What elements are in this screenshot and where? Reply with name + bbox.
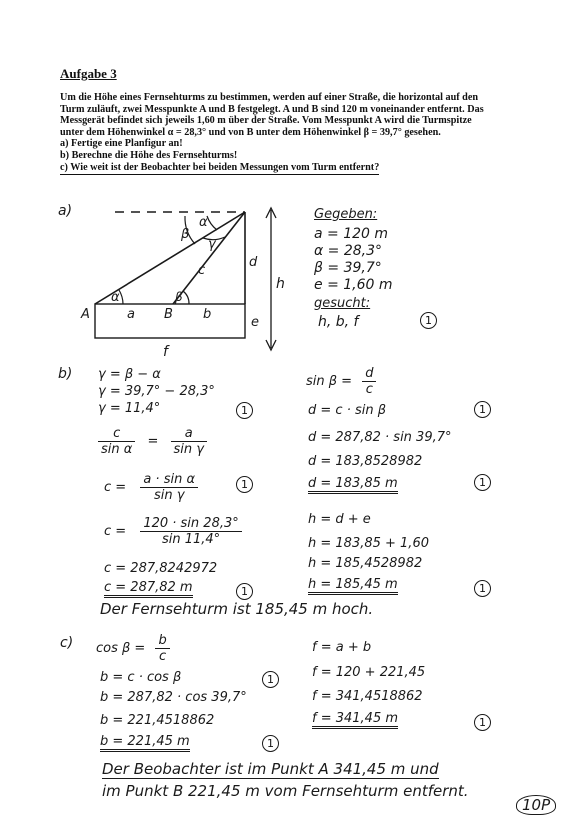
fraction-numerator: 120 · sin 28,3° [140, 516, 241, 532]
point-circle: 1 [262, 671, 279, 688]
h-substitution: h = 183,85 + 1,60 [308, 536, 429, 551]
cosine-beta: cos β = $\frac{b}{c}$ [96, 633, 170, 664]
side-d-label: d [249, 255, 258, 270]
alpha-top-label: α [199, 215, 208, 230]
point-circle: 1 [236, 402, 253, 419]
alpha-top-arc [207, 216, 217, 230]
task-line: c) Wie weit ist der Beobachter bei beiden Messungen vom Turm entfernt? [60, 162, 379, 176]
point-circle: 1 [474, 474, 491, 491]
c-rounded: c = 287,82 m [104, 580, 193, 598]
f-substitution: f = 120 + 221,45 [312, 665, 426, 680]
b-formula: b = c · cos β [100, 670, 182, 685]
given-title: Gegeben: [314, 207, 378, 222]
fraction-denominator: sin γ [173, 442, 204, 457]
task-line: a) Fertige eine Planfigur an! [60, 138, 183, 150]
h-formula: h = d + e [308, 512, 371, 527]
c-substitution: c = $\frac{120 \cdot \sin 28,3^\circ}{\sin 11,4^\circ}$ [104, 516, 242, 547]
plan-figure [75, 198, 290, 368]
fraction-denominator: sin α [101, 442, 133, 457]
c-formula: c = $\frac{\text{a · sin α}}{\text{sin γ}}$ [104, 472, 198, 503]
fraction-numerator: a · sin α [140, 472, 198, 488]
point-circle: 1 [474, 580, 491, 597]
equals-sign: = [147, 434, 159, 449]
gamma-substitution: γ = 39,7° − 28,3° [98, 384, 215, 399]
point-circle: 1 [420, 312, 437, 329]
height-h-label: h [276, 276, 285, 292]
b-rounded: b = 221,45 m [100, 734, 190, 752]
fraction-denominator: sin 11,4° [161, 532, 221, 547]
point-circle: 1 [262, 735, 279, 752]
beta-label: β [175, 290, 183, 304]
gamma-result: γ = 11,4° [98, 401, 161, 416]
given-item: α = 28,3° [314, 243, 383, 259]
alpha-label: α [111, 290, 120, 305]
beta-arc [183, 291, 189, 304]
given-item: a = 120 m [314, 226, 389, 242]
part-b-answer: Der Fernsehturm ist 185,45 m hoch. [100, 600, 374, 618]
h-result: h = 185,4528982 [308, 556, 423, 571]
law-of-sines [98, 426, 207, 457]
part-c-answer-line-2: im Punkt B 221,45 m vom Fernsehturm entfernt. [102, 782, 469, 800]
side-b-label: b [203, 307, 212, 322]
gamma-definition: γ = β − α [98, 367, 161, 382]
fraction-numerator: d [362, 366, 376, 382]
task-line: b) Berechne die Höhe des Fernsehturms! [60, 149, 238, 161]
c-result: c = 287,8242972 [104, 561, 218, 576]
fraction-numerator: c [98, 426, 135, 442]
task-line: unter dem Höhenwinkel α = 28,3° und von B unter dem Höhenwinkel β = 39,7° gesehen. [60, 126, 441, 138]
sine-beta: sin β = $\frac{d}{c}$ [306, 366, 376, 397]
sought-title: gesucht: [314, 296, 371, 311]
task-line: Messgerät befindet sich jeweils 1,60 m über der Straße. Vom Messpunkt A wird die Turmspitze [60, 115, 472, 127]
fraction-denominator: c [159, 649, 167, 664]
f-formula: f = a + b [312, 640, 372, 655]
point-a-label: A [81, 307, 90, 322]
point-circle: 1 [236, 583, 253, 600]
b-substitution: b = 287,82 · cos 39,7° [100, 690, 247, 705]
task-description [60, 92, 550, 175]
gamma-label: γ [208, 237, 216, 252]
distance-f-label: f [163, 344, 168, 360]
fraction-numerator: a [171, 426, 207, 442]
part-c-label: c) [60, 635, 74, 651]
part-a-label: a) [58, 203, 73, 219]
fraction-denominator: sin γ [153, 488, 185, 503]
point-b-label: B [164, 307, 173, 322]
point-circle: 1 [236, 476, 253, 493]
point-circle: 1 [474, 401, 491, 418]
sought-values: h, b, f [318, 314, 359, 330]
part-b-label: b) [58, 366, 73, 382]
h-rounded: h = 185,45 m [308, 577, 398, 595]
alpha-arc [119, 290, 123, 304]
d-substitution: d = 287,82 · sin 39,7° [308, 430, 452, 445]
given-item: β = 39,7° [314, 260, 382, 276]
f-result: f = 341,4518862 [312, 689, 423, 704]
f-rounded: f = 341,45 m [312, 711, 398, 729]
given-item: e = 1,60 m [314, 277, 393, 293]
part-c-answer-line-1: Der Beobachter ist im Punkt A 341,45 m und [102, 760, 439, 778]
exercise-title: Aufgabe 3 [60, 66, 117, 81]
fraction-numerator: b [155, 633, 169, 649]
side-c-label: c [198, 263, 206, 278]
b-result: b = 221,4518862 [100, 713, 215, 728]
beta-top-label: β [181, 227, 190, 242]
d-rounded: d = 183,85 m [308, 476, 398, 494]
total-points: 10P [516, 795, 556, 815]
side-a-label: a [127, 307, 135, 322]
sight-line-b [173, 212, 245, 304]
d-result: d = 183,8528982 [308, 454, 423, 469]
d-formula: d = c · sin β [308, 403, 387, 418]
side-e-label: e [251, 315, 259, 330]
fraction-denominator: c [365, 382, 373, 397]
task-line: Um die Höhe eines Fernsehturms zu bestimmen, werden auf einer Straße, die horizontal auf den [60, 92, 479, 103]
point-circle: 1 [474, 714, 491, 731]
task-line: Turm zuläuft, zwei Messpunkte A und B festgelegt. A und B sind 120 m voneinander entfernt. Das [60, 103, 484, 115]
